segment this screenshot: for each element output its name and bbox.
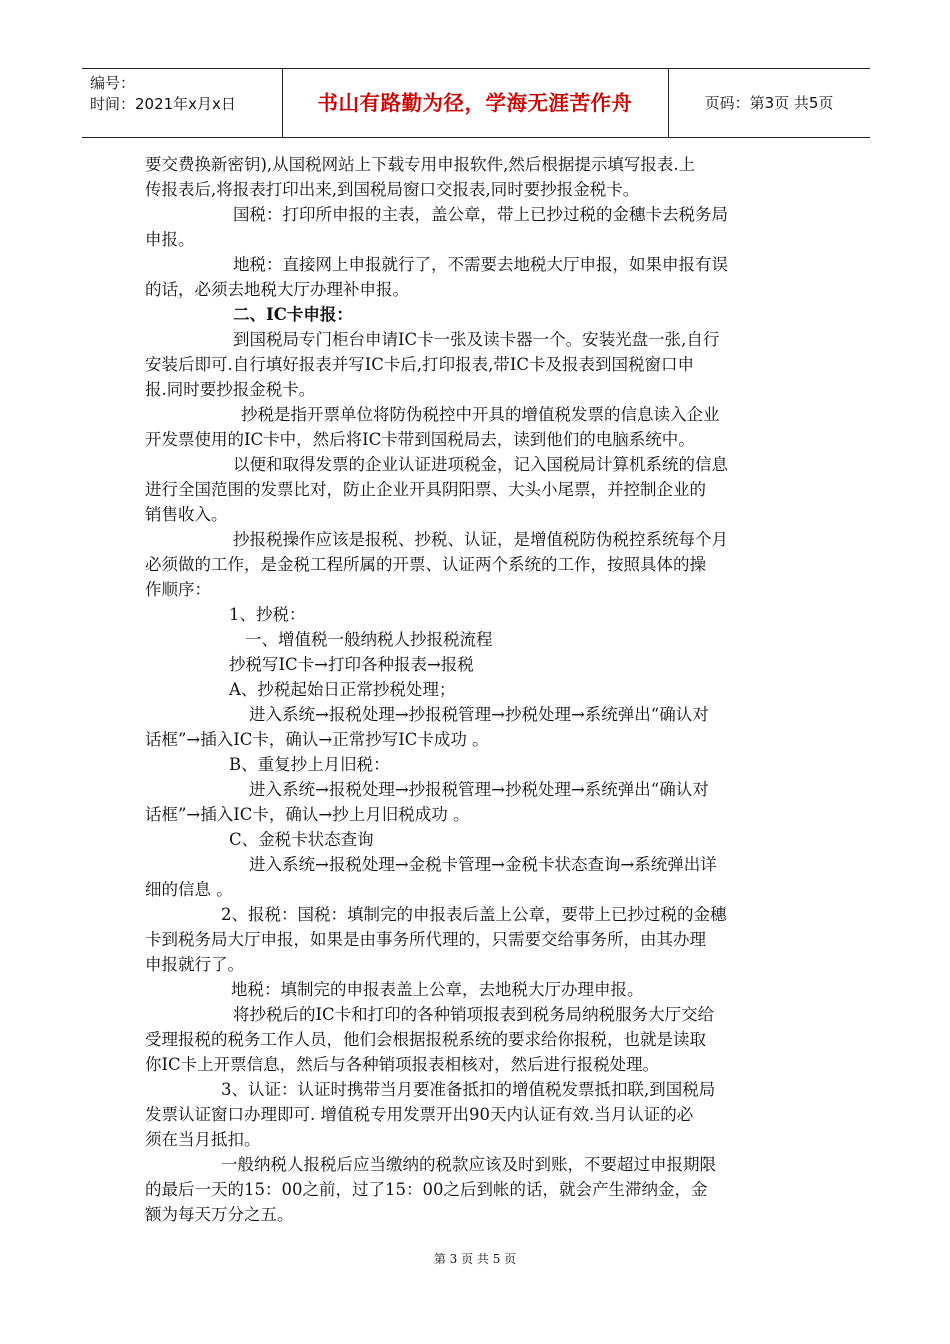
body-text-line: 以便和取得发票的企业认证进项税金，记入国税局计算机系统的信息: [233, 455, 728, 474]
body-text-line: 抄税是指开票单位将防伪税控中开具的增值税发票的信息读入企业: [241, 405, 720, 424]
body-text-line: 一般纳税人报税后应当缴纳的税款应该及时到账，不要超过申报期限: [221, 1155, 716, 1174]
body-text-line: 申报就行了。: [145, 955, 244, 974]
body-text-line: 将抄税后的IC卡和打印的各种销项报表到税务局纳税服务大厅交给: [233, 1005, 715, 1024]
body-text-line: 进行全国范围的发票比对，防止企业开具阴阳票、大头小尾票，并控制企业的: [145, 480, 706, 499]
body-text-line: B、重复抄上月旧税：: [229, 755, 390, 774]
time-label: 时间：2021年x月x日: [90, 95, 236, 113]
body-text-line: 额为每天万分之五。: [145, 1205, 294, 1224]
body-text-line: 发票认证窗口办理即可. 增值税专用发票开出90天内认证有效.当月认证的必: [145, 1105, 694, 1124]
body-text-line: 须在当月抵扣。: [145, 1130, 261, 1149]
body-text-line: 受理报税的税务工作人员，他们会根据报税系统的要求给你报税，也就是读取: [145, 1030, 706, 1049]
body-text-line: 进入系统→报税处理→抄报税管理→抄税处理→系统弹出“确认对: [249, 780, 709, 799]
body-text-line: 进入系统→报税处理→金税卡管理→金税卡状态查询→系统弹出详: [249, 855, 717, 874]
section-heading: 二、IC卡申报：: [233, 305, 353, 324]
body-text-line: 开发票使用的IC卡中，然后将IC卡带到国税局去，读到他们的电脑系统中。: [145, 430, 695, 449]
body-text-line: 国税：打印所申报的主表，盖公章，带上已抄过税的金穗卡去税务局: [233, 205, 728, 224]
body-text-line: 必须做的工作，是金税工程所属的开票、认证两个系统的工作，按照具体的操: [145, 555, 706, 574]
body-text-line: 话框”→插入IC卡，确认→抄上月旧税成功 。: [145, 805, 470, 824]
body-text-line: A、抄税起始日正常抄税处理；: [229, 680, 456, 699]
number-label: 编号：: [90, 74, 136, 92]
page-header: [82, 68, 870, 138]
body-text-line: 卡到税务局大厅申报，如果是由事务所代理的，只需要交给事务所，由其办理: [145, 930, 706, 949]
body-text-line: 销售收入。: [145, 505, 228, 524]
body-text-line: 申报。: [145, 230, 195, 249]
body-text-line: 进入系统→报税处理→抄报税管理→抄税处理→系统弹出“确认对: [249, 705, 709, 724]
body-text-line: 3、认证：认证时携带当月要准备抵扣的增值税发票抵扣联,到国税局: [221, 1080, 716, 1099]
page-footer: 第 3 页 共 5 页: [433, 1252, 517, 1266]
body-text-line: 的最后一天的15：00之前，过了15：00之后到帐的话，就会产生滞纳金，金: [145, 1180, 708, 1199]
body-text-line: 一、增值税一般纳税人抄报税流程: [245, 630, 493, 649]
document-body: [145, 152, 810, 1227]
body-text-line: 作顺序：: [145, 580, 211, 599]
body-text-line: 2、报税：国税：填制完的申报表后盖上公章，要带上已抄过税的金穗: [221, 905, 727, 924]
body-text-line: 细的信息 。: [145, 880, 233, 899]
body-text-line: 话框”→插入IC卡，确认→正常抄写IC卡成功 。: [145, 730, 489, 749]
body-text-line: 抄报税操作应该是报税、抄税、认证，是增值税防伪税控系统每个月: [233, 530, 728, 549]
body-text-line: 地税：直接网上申报就行了，不需要去地税大厅申报，如果申报有误: [233, 255, 728, 274]
body-text-line: 到国税局专门柜台申请IC卡一张及读卡器一个。安装光盘一张,自行: [233, 330, 720, 349]
header-page-info: 页码：第3页 共5页: [704, 94, 834, 112]
header-meta: [90, 73, 236, 115]
header-motto: 书山有路勤为径，学海无涯苦作舟: [317, 91, 633, 115]
body-text-line: 要交费换新密钥),从国税网站上下载专用申报软件,然后根据提示填写报表.上: [145, 155, 696, 174]
body-text-line: 抄税写IC卡→打印各种报表→报税: [229, 655, 474, 674]
body-text-line: 1、抄税：: [229, 605, 306, 624]
body-text-line: 传报表后,将报表打印出来,到国税局窗口交报表,同时要抄报金税卡。: [145, 180, 640, 199]
body-text-line: 报.同时要抄报金税卡。: [145, 380, 316, 399]
body-text-line: C、金税卡状态查询: [229, 830, 374, 849]
body-text-line: 安装后即可.自行填好报表并写IC卡后,打印报表,带IC卡及报表到国税窗口申: [145, 355, 695, 374]
body-text-line: 你IC卡上开票信息，然后与各种销项报表相核对，然后进行报税处理。: [145, 1055, 660, 1074]
body-text-line: 的话，必须去地税大厅办理补申报。: [145, 280, 409, 299]
body-text-line: 地税：填制完的申报表盖上公章，去地税大厅办理申报。: [231, 980, 644, 999]
